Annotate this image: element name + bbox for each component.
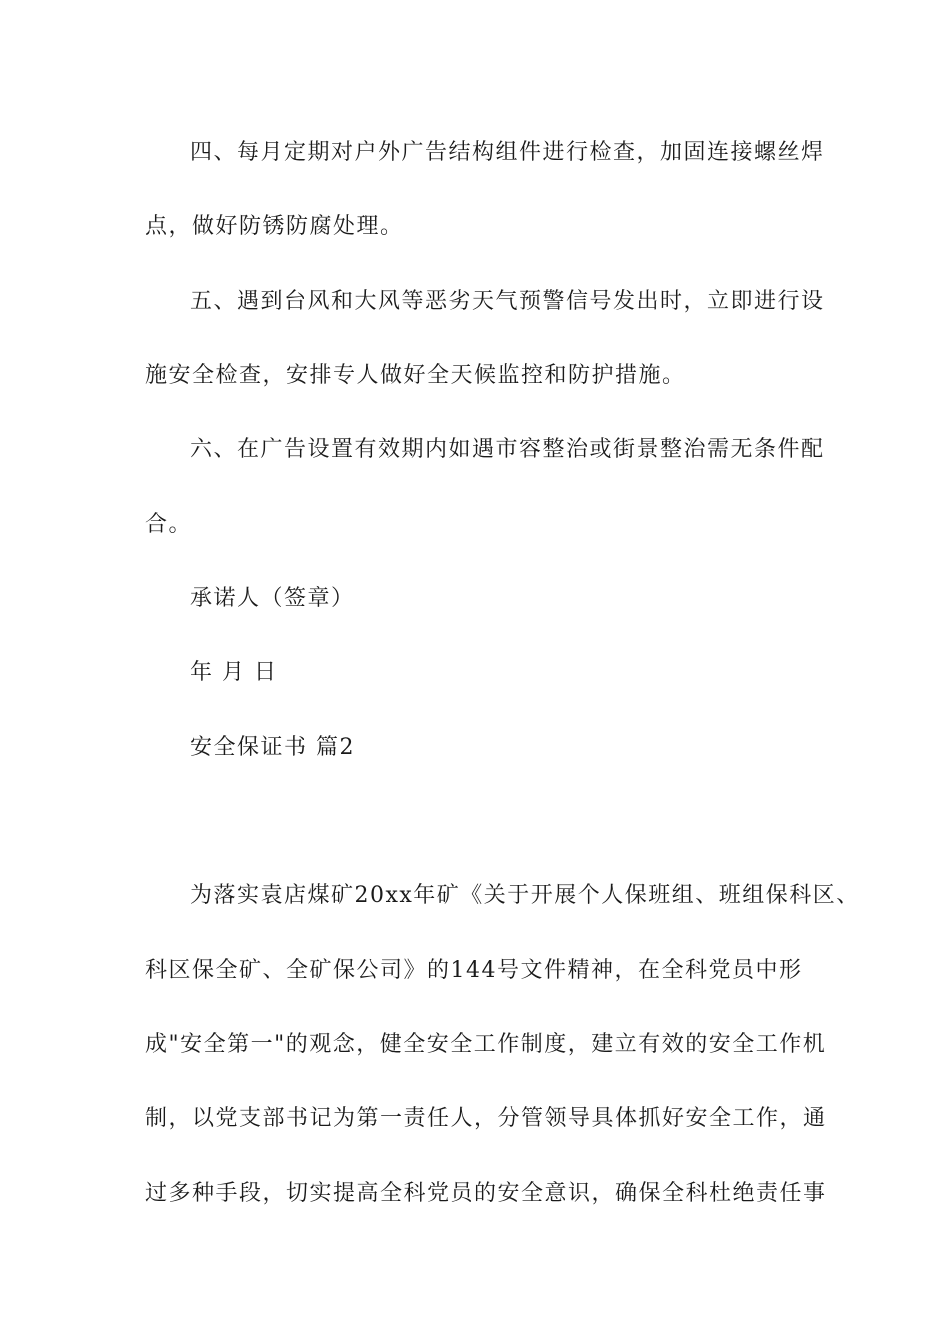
body-line-5: 过多种手段，切实提高全科党员的安全意识，确保全科杜绝责任事	[145, 1181, 827, 1206]
body-line-2: 科区保全矿、全矿保公司》的144号文件精神，在全科党员中形	[145, 958, 803, 983]
body-line-3: 成"安全第一"的观念，健全安全工作制度，建立有效的安全工作机	[145, 1032, 827, 1057]
signatory-label: 承诺人（签章）	[190, 586, 355, 611]
section-heading: 安全保证书 篇2	[190, 735, 355, 760]
paragraph-4-line-1: 四、每月定期对户外广告结构组件进行检查，加固连接螺丝焊	[190, 140, 825, 165]
paragraph-5-line-2: 施安全检查，安排专人做好全天候监控和防护措施。	[145, 363, 686, 388]
body-line-4: 制，以党支部书记为第一责任人，分管领导具体抓好安全工作，通	[145, 1106, 827, 1131]
body-line-1: 为落实袁店煤矿20xx年矿《关于开展个人保班组、班组保科区、	[190, 883, 860, 908]
paragraph-4-line-2: 点，做好防锈防腐处理。	[145, 214, 404, 239]
paragraph-6-line-1: 六、在广告设置有效期内如遇市容整治或街景整治需无条件配	[190, 437, 825, 462]
date-line: 年 月 日	[190, 660, 278, 685]
paragraph-6-line-2: 合。	[145, 512, 193, 537]
paragraph-5-line-1: 五、遇到台风和大风等恶劣天气预警信号发出时，立即进行设	[190, 289, 825, 314]
